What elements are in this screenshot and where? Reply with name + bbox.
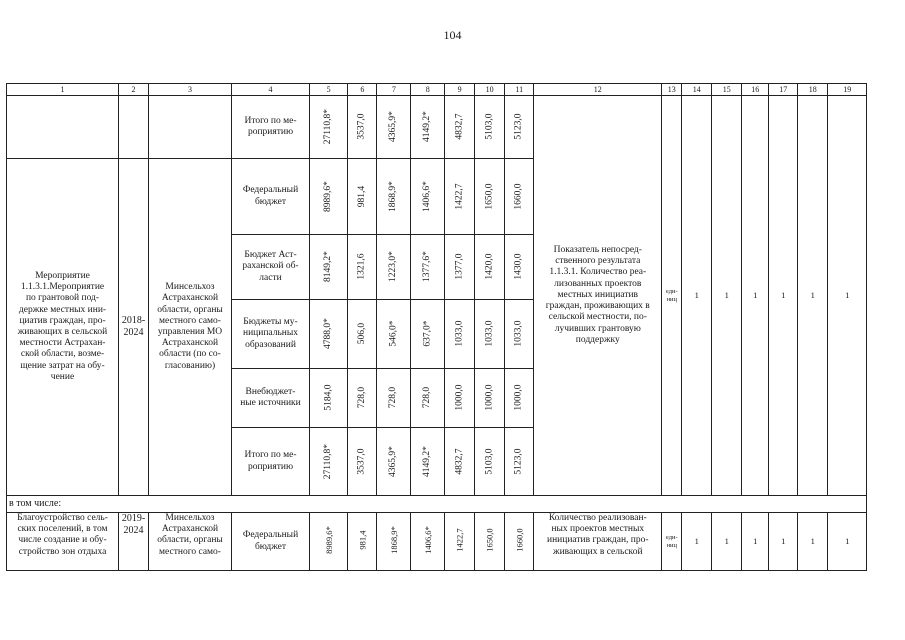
value-cell: [411, 159, 445, 235]
funding-value: 728,0: [422, 387, 433, 409]
value-cell: [348, 235, 377, 300]
event-line: ской области, возме-: [20, 349, 105, 360]
unit: [662, 96, 682, 496]
column-number: 8: [411, 84, 445, 96]
empty-cell: [149, 96, 232, 159]
funding-value: 1377,6*: [422, 251, 433, 283]
funding-value: 5123,0: [513, 113, 524, 141]
executor-line: местного само-: [159, 546, 221, 557]
value-cell: [310, 235, 348, 300]
funding-value: 1033,0: [454, 320, 465, 348]
funding-value: 5103,0: [484, 113, 495, 141]
funding-source-line: роприятию: [247, 461, 294, 472]
target-value: 1: [828, 96, 867, 496]
column-number: 7: [377, 84, 411, 96]
period: [119, 159, 149, 496]
funding-value: 728,0: [356, 387, 367, 409]
target-value: 1: [712, 513, 742, 571]
funding-value: 4149,2*: [422, 446, 433, 477]
indicator-line: лучивших грантовую: [554, 323, 641, 334]
value-cell: [348, 96, 377, 159]
funding-source-line: Внебюджет-: [245, 386, 296, 397]
indicator-line: инициатив граждан, про-: [547, 535, 649, 546]
executor-line: Минсельхоз: [165, 282, 215, 293]
funding-value: 1660,0: [513, 183, 524, 210]
target-value: 1: [798, 513, 828, 571]
funding-source: [232, 300, 310, 369]
value-cell: [310, 300, 348, 369]
funding-source: [232, 159, 310, 235]
value-cell: [348, 159, 377, 235]
funding-source-line: бюджет: [254, 196, 287, 207]
value-cell: [411, 428, 445, 496]
value-cell: [475, 369, 505, 428]
event-line: Мероприятие: [35, 270, 90, 281]
period-line: 2024: [123, 524, 144, 536]
funding-source-line: Бюджеты му-: [243, 317, 298, 328]
column-number: 11: [505, 84, 534, 96]
funding-value: 3537,0: [356, 113, 367, 141]
value-cell: [505, 300, 534, 369]
target-value: 1: [742, 96, 769, 496]
value-cell: [348, 513, 377, 571]
event-line: циатив граждан, про-: [19, 315, 106, 326]
funding-value: 3537,0: [356, 448, 367, 475]
including-row: [7, 496, 867, 513]
value-cell: [475, 96, 505, 159]
funding-source-line: Федеральный: [242, 530, 299, 541]
including-label: в том числе:: [7, 496, 867, 513]
event-line: числе создание и обу-: [18, 535, 107, 546]
event-line: Благоустройство сель-: [17, 513, 108, 523]
value-cell: [411, 513, 445, 571]
event-line: по грантовой под-: [25, 293, 100, 304]
funding-value: 1000,0: [513, 384, 524, 412]
indicator-line: ственного результата: [555, 256, 641, 267]
value-cell: [377, 369, 411, 428]
indicator-line: живающих в сельской: [553, 546, 643, 557]
value-cell: [310, 159, 348, 235]
funding-value: 1033,0: [513, 320, 524, 348]
funding-value: 1422,7: [454, 528, 465, 553]
target-value: 1: [828, 513, 867, 571]
funding-value: 27110,8*: [323, 443, 334, 480]
value-cell: [310, 96, 348, 159]
indicator-line: 1.1.3.1. Количество реа-: [549, 267, 647, 278]
value-cell: [377, 159, 411, 235]
period-line: 2018-: [121, 315, 146, 327]
target-value: 1: [798, 96, 828, 496]
indicator-line: сельской местности, по-: [548, 312, 647, 323]
indicator-line: ных проектов местных: [551, 524, 645, 535]
indicator-line: местных инициатив: [557, 289, 639, 300]
value-cell: [445, 300, 475, 369]
page-number: 104: [443, 28, 462, 42]
funding-value: 4365,9*: [388, 446, 399, 477]
funding-value: 1377,0: [454, 253, 465, 281]
value-cell: [348, 300, 377, 369]
funding-value: 4149,2*: [422, 111, 433, 143]
column-number: 6: [348, 84, 377, 96]
executor-line: Астраханской: [161, 338, 219, 349]
value-cell: [445, 428, 475, 496]
unit-line: ниц: [666, 541, 677, 549]
value-cell: [505, 235, 534, 300]
funding-source: [232, 428, 310, 496]
unit: [662, 513, 682, 571]
event-line: чение: [50, 371, 75, 382]
empty-cell: [7, 96, 119, 159]
indicator-line: поддержку: [575, 334, 620, 345]
funding-value: 506,0: [356, 323, 367, 345]
executor: [149, 159, 232, 496]
funding-value: 1650,0: [484, 183, 495, 210]
funding-value: 4832,7: [454, 113, 465, 141]
value-cell: [505, 428, 534, 496]
value-cell: [411, 96, 445, 159]
funding-source: [232, 369, 310, 428]
funding-source-line: Бюджет Аст-: [244, 250, 297, 261]
executor-line: области, органы: [157, 304, 223, 315]
column-number: 5: [310, 84, 348, 96]
value-cell: [310, 513, 348, 571]
funding-source-line: ниципальных: [242, 328, 298, 339]
value-cell: [310, 428, 348, 496]
column-number: 3: [149, 84, 232, 96]
column-number: 16: [742, 84, 769, 96]
funding-source: [232, 513, 310, 571]
column-header-row: [7, 84, 867, 96]
executor-line: управления МО: [157, 327, 223, 337]
target-value: 1: [682, 513, 712, 571]
column-number: 14: [682, 84, 712, 96]
value-cell: [505, 96, 534, 159]
value-cell: [445, 96, 475, 159]
value-cell: [505, 513, 534, 571]
funding-value: 4832,7: [454, 448, 465, 475]
funding-value: 1033,0: [484, 320, 495, 348]
executor-line: области (по со-: [159, 349, 221, 360]
column-number: 4: [232, 84, 310, 96]
funding-value: 1420,0: [484, 253, 495, 281]
value-cell: [505, 369, 534, 428]
budget-table: [6, 83, 867, 571]
funding-value: 8989,6*: [323, 526, 334, 555]
target-value: 1: [769, 513, 798, 571]
value-cell: [377, 513, 411, 571]
funding-source-line: Итого по ме-: [244, 115, 297, 126]
value-cell: [411, 235, 445, 300]
funding-value: 1000,0: [484, 384, 495, 412]
period-line: 2024: [123, 327, 144, 338]
funding-source: [232, 96, 310, 159]
executor-line: области, органы: [157, 535, 223, 546]
funding-source-line: раханской об-: [242, 261, 299, 272]
value-cell: [505, 159, 534, 235]
value-cell: [411, 369, 445, 428]
source-row: [7, 513, 867, 571]
funding-value: 8149,2*: [323, 251, 334, 283]
value-cell: [475, 235, 505, 300]
funding-value: 1321,6: [356, 253, 367, 281]
funding-value: 981,4: [356, 185, 367, 208]
column-number: 10: [475, 84, 505, 96]
funding-value: 27110,8*: [323, 109, 334, 145]
period: [119, 513, 149, 571]
indicator: [534, 96, 662, 496]
funding-source-line: роприятию: [247, 127, 294, 137]
unit-line: еди-: [665, 288, 678, 296]
target-value: 1: [682, 96, 712, 496]
column-number: 18: [798, 84, 828, 96]
indicator-line: Количество реализован-: [548, 513, 647, 523]
column-number: 2: [119, 84, 149, 96]
funding-value: 546,0*: [388, 320, 399, 348]
value-cell: [377, 235, 411, 300]
event-name: [7, 159, 119, 496]
column-number: 19: [828, 84, 867, 96]
empty-cell: [119, 96, 149, 159]
value-cell: [445, 235, 475, 300]
funding-source-line: Итого по ме-: [244, 450, 297, 461]
column-number: 17: [769, 84, 798, 96]
value-cell: [475, 513, 505, 571]
executor-line: Астраханской: [161, 524, 219, 535]
column-number: 9: [445, 84, 475, 96]
funding-value: 5103,0: [484, 448, 495, 475]
column-number: 1: [7, 84, 119, 96]
target-value: 1: [712, 96, 742, 496]
value-cell: [475, 428, 505, 496]
funding-value: 5184,0: [323, 384, 334, 412]
event-line: щение затрат на обу-: [20, 360, 105, 371]
indicator-line: лизованных проектов: [554, 278, 642, 289]
funding-value: 1868,9*: [388, 526, 399, 555]
funding-value: 4788,0*: [323, 318, 334, 350]
indicator-line: граждан, проживающих в: [545, 301, 650, 312]
executor-line: Минсельхоз: [165, 513, 215, 523]
value-cell: [310, 369, 348, 428]
unit-line: еди-: [665, 534, 678, 542]
indicator: [534, 513, 662, 571]
executor-line: Астраханской: [161, 293, 219, 304]
funding-value: 1406,6*: [422, 526, 433, 555]
value-cell: [377, 428, 411, 496]
column-number: 15: [712, 84, 742, 96]
funding-source-line: ные источники: [240, 398, 301, 408]
event-name: [7, 513, 119, 571]
funding-value: 1422,7: [454, 183, 465, 210]
value-cell: [475, 300, 505, 369]
event-line: живающих в сельской: [17, 327, 108, 337]
event-line: держке местных ини-: [18, 304, 107, 315]
value-cell: [475, 159, 505, 235]
column-number: 13: [662, 84, 682, 96]
target-value: 1: [742, 513, 769, 571]
column-number: 12: [534, 84, 662, 96]
funding-value: 1430,0: [513, 253, 524, 281]
value-cell: [411, 300, 445, 369]
funding-value: 1223,0*: [388, 251, 399, 283]
event-line: стройство зон отдыха: [18, 546, 107, 557]
funding-value: 8989,6*: [323, 181, 334, 212]
indicator-line: Показатель непосред-: [553, 245, 642, 256]
target-value: 1: [769, 96, 798, 496]
executor-line: гласованию): [164, 360, 216, 371]
event-line: ских поселений, в том: [17, 524, 108, 535]
funding-source-line: Федеральный: [242, 185, 299, 196]
value-cell: [348, 369, 377, 428]
funding-value: 1660,0: [514, 528, 525, 553]
funding-source-line: ласти: [259, 272, 282, 283]
funding-source: [232, 235, 310, 300]
value-cell: [377, 96, 411, 159]
funding-value: 981,4: [357, 530, 368, 550]
funding-value: 1868,9*: [388, 181, 399, 212]
event-line: 1.1.3.1.Мероприятие: [20, 282, 105, 293]
funding-source-line: бюджет: [254, 541, 287, 552]
table-body: [7, 84, 867, 571]
funding-value: 1406,6*: [422, 181, 433, 212]
executor-line: местного само-: [159, 315, 221, 326]
funding-source-line: образований: [245, 339, 296, 350]
funding-value: 1650,0: [484, 528, 495, 553]
funding-value: 1000,0: [454, 384, 465, 412]
funding-value: 728,0: [388, 387, 399, 409]
funding-value: 4365,9*: [388, 111, 399, 143]
period-line: 2019-: [121, 513, 146, 524]
value-cell: [445, 513, 475, 571]
unit-line: ниц: [666, 295, 677, 303]
funding-value: 637,0*: [422, 320, 433, 348]
event-line: местности Астрахан-: [19, 338, 106, 349]
value-cell: [348, 428, 377, 496]
source-row: [7, 96, 867, 159]
value-cell: [445, 369, 475, 428]
executor: [149, 513, 232, 571]
funding-value: 5123,0: [513, 448, 524, 475]
value-cell: [445, 159, 475, 235]
value-cell: [377, 300, 411, 369]
